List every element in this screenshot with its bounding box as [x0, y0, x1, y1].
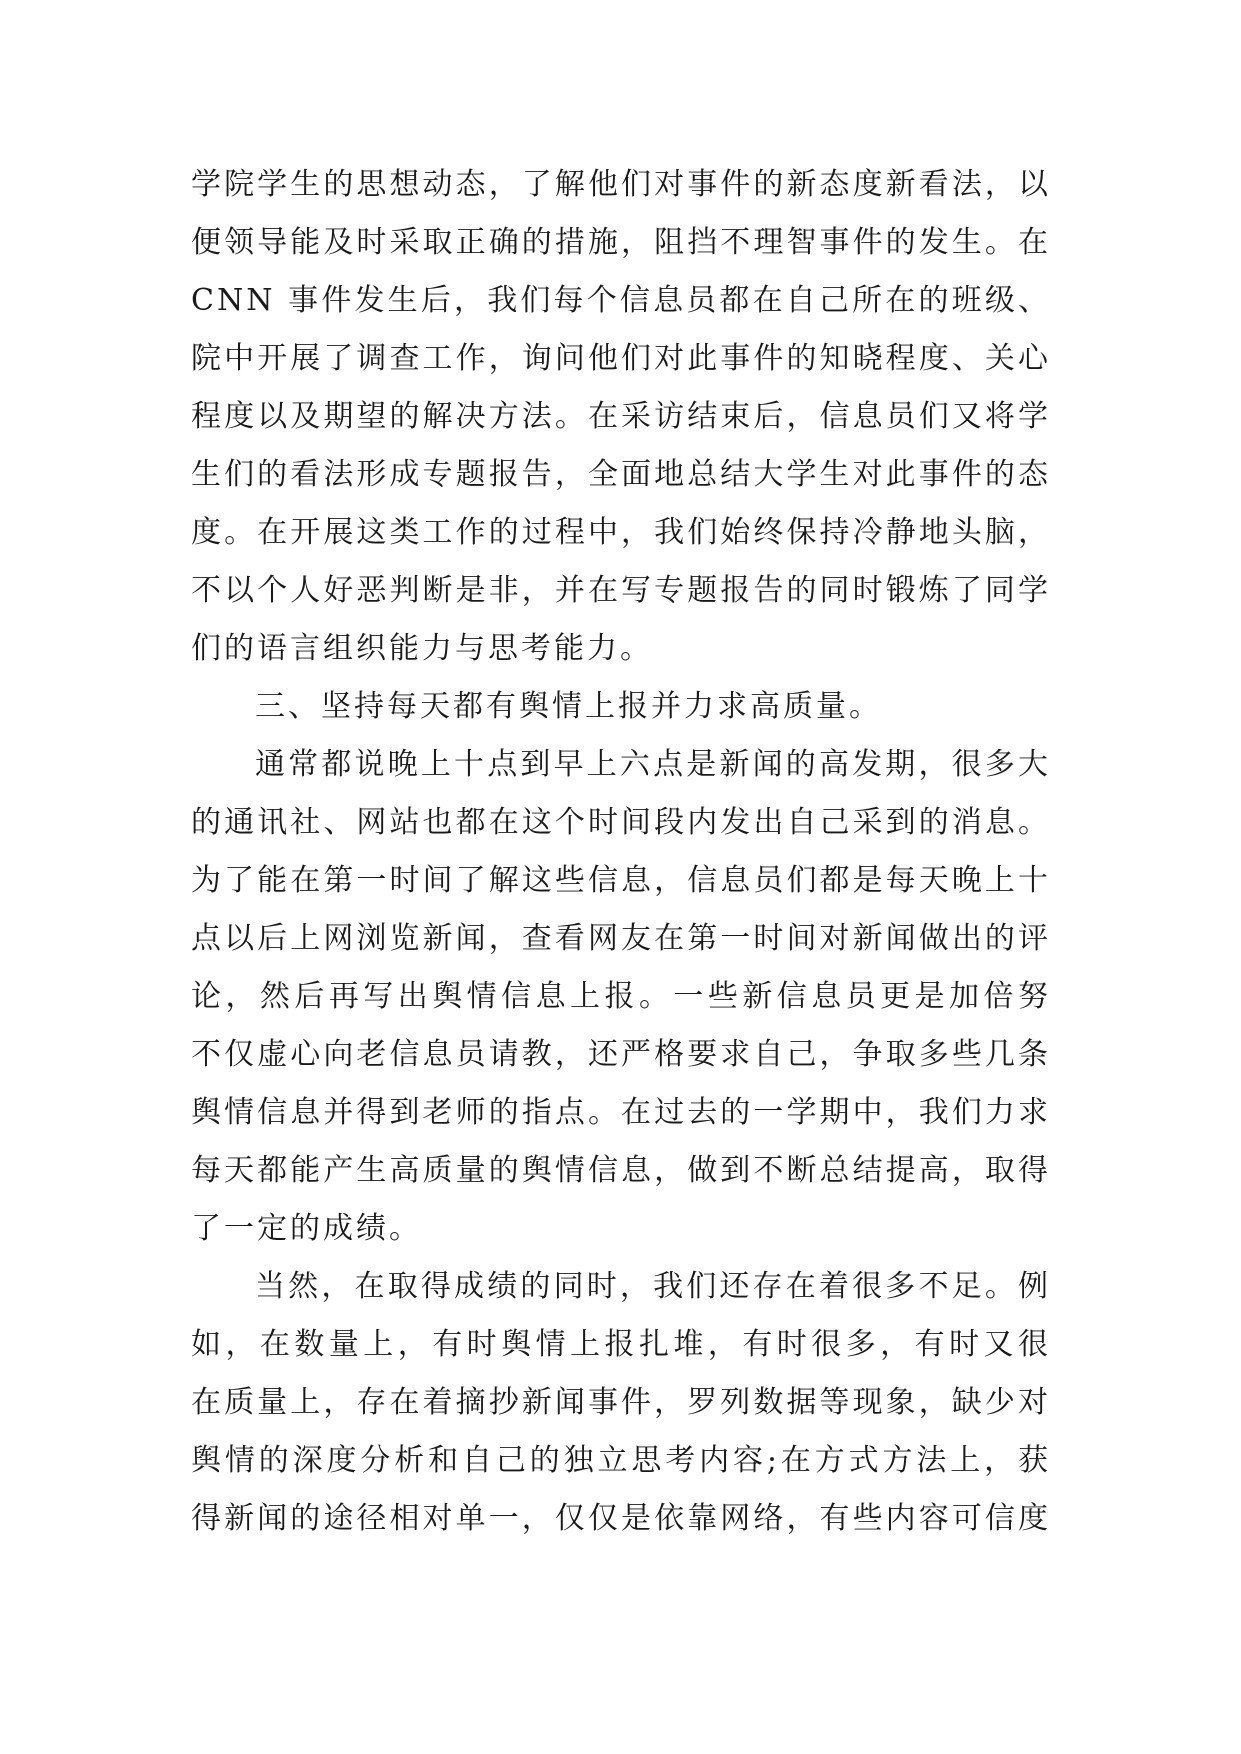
text-line: 学院学生的思想动态，了解他们对事件的新态度新看法，以 — [191, 167, 1051, 202]
text-line: 论，然后再写出舆情信息上报。一些新信息员更是加倍努 — [191, 979, 1051, 1014]
section-heading: 三、坚持每天都有舆情上报并力求高质量。 — [255, 689, 882, 724]
text-line: 度。在开展这类工作的过程中，我们始终保持冷静地头脑， — [191, 515, 1051, 550]
text-line: CNN 事件发生后，我们每个信息员都在自己所在的班级、 — [191, 283, 1051, 318]
document-body — [191, 156, 1051, 1548]
text-line: 舆情信息并得到老师的指点。在过去的一学期中，我们力求 — [191, 1095, 1051, 1130]
text-line: 得新闻的途径相对单一，仅仅是依靠网络，有些内容可信度 — [191, 1501, 1051, 1536]
text-line: 通常都说晚上十点到早上六点是新闻的高发期，很多大 — [255, 747, 1051, 782]
text-line: 程度以及期望的解决方法。在采访结束后，信息员们又将学 — [191, 399, 1051, 434]
text-line: 了一定的成绩。 — [191, 1211, 422, 1246]
text-line: 如，在数量上，有时舆情上报扎堆，有时很多，有时又很 — [191, 1327, 1051, 1362]
text-line: 便领导能及时采取正确的措施，阻挡不理智事件的发生。在 — [191, 225, 1051, 260]
text-line: 的通讯社、网站也都在这个时间段内发出自己采到的消息。 — [191, 805, 1051, 840]
text-line: 不仅虚心向老信息员请教，还严格要求自己，争取多些几条 — [191, 1037, 1051, 1072]
text-line: 们的语言组织能力与思考能力。 — [191, 631, 653, 666]
text-line: 院中开展了调查工作，询问他们对此事件的知晓程度、关心 — [191, 341, 1051, 376]
text-line: 当然，在取得成绩的同时，我们还存在着很多不足。例 — [255, 1269, 1051, 1304]
text-line: 每天都能产生高质量的舆情信息，做到不断总结提高，取得 — [191, 1153, 1051, 1188]
text-line: 在质量上，存在着摘抄新闻事件，罗列数据等现象，缺少对 — [191, 1385, 1051, 1420]
text-line: 生们的看法形成专题报告，全面地总结大学生对此事件的态 — [191, 457, 1051, 492]
text-line: 点以后上网浏览新闻，查看网友在第一时间对新闻做出的评 — [191, 921, 1051, 956]
text-line: 不以个人好恶判断是非，并在写专题报告的同时锻炼了同学 — [191, 573, 1051, 608]
text-line: 为了能在第一时间了解这些信息，信息员们都是每天晚上十 — [191, 863, 1051, 898]
text-line: 舆情的深度分析和自己的独立思考内容;在方式方法上，获 — [191, 1443, 1051, 1478]
